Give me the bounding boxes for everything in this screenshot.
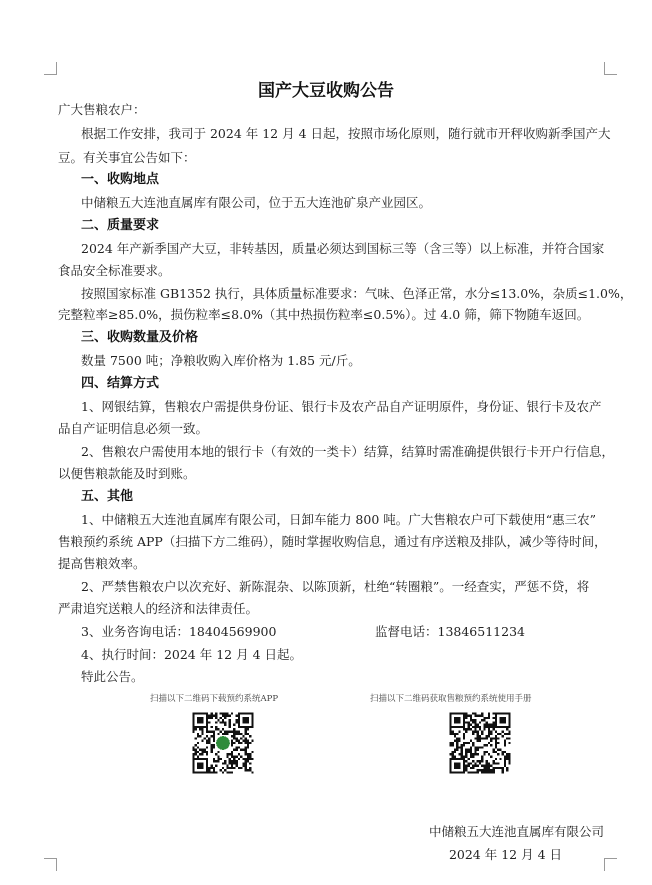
page-corner-mark [44,858,57,871]
body-line: 食品安全标准要求。 [58,263,171,278]
body-line: 1、网银结算，售粮农户需提供身份证、银行卡及农产品自产证明原件，身份证、银行卡及农产 [81,399,602,414]
closing-line: 特此公告。 [81,669,144,684]
body-line: 按照国家标准 GB1352 执行，具体质量标准要求：气味、色泽正常，水分≤13.0%，杂质≤1.0%， [81,286,633,301]
issuer-name: 中储粮五大连池直属库有限公司 [428,824,604,839]
intro-line: 根据工作安排，我司于 2024 年 12 月 4 日起，按照市场化原则，随行就市开秤收购新季国产大 [81,126,611,141]
body-line: 2、售粮农户需使用本地的银行卡（有效的一类卡）结算，结算时需准确提供银行卡开户行信息， [81,444,614,459]
intro-line: 豆。有关事宜公告如下： [58,150,196,165]
qr-code-app-download [190,710,256,776]
section-heading: 三、收购数量及价格 [81,330,199,345]
supervise-phone: 监督电话：13846511234 [375,624,525,639]
effective-date: 4、执行时间：2024 年 12 月 4 日起。 [81,647,302,662]
section-heading: 四、结算方式 [81,376,160,391]
body-line: 以便售粮款能及时到账。 [58,466,196,481]
body-line: 品自产证明信息必须一致。 [58,421,209,436]
body-line: 完整粒率≥85.0%，损伤粒率≤8.0%（其中热损伤粒率≤0.5%）。过 4.0 筛，筛下物随车返回。 [58,307,590,322]
qr-caption-app: 扫描以下二维码下载预约系统APP [150,694,279,704]
document-title: 国产大豆收购公告 [258,81,394,101]
qr-code-user-manual [447,710,513,776]
section-heading: 一、收购地点 [81,172,160,187]
body-line: 数量 7500 吨；净粮收购入库价格为 1.85 元/斤。 [81,353,361,368]
greeting: 广大售粮农户： [58,102,146,117]
qr-caption-manual: 扫描以下二维码获取售粮预约系统使用手册 [370,694,532,704]
page-corner-mark [604,858,617,871]
body-line: 中储粮五大连池直属库有限公司，位于五大连池矿泉产业园区。 [81,195,432,210]
section-heading: 五、其他 [81,489,134,504]
body-line: 1、中储粮五大连池直属库有限公司，日卸车能力 800 吨。广大售粮农户可下载使用“惠三农” [81,512,597,527]
body-line: 2024 年产新季国产大豆，非转基因，质量必须达到国标三等（含三等）以上标准，并符合国家 [81,241,605,256]
body-line: 售粮预约系统 APP（扫描下方二维码），随时掌握收购信息，通过有序送粮及排队，减少等待时间， [58,534,607,549]
page-corner-mark [604,62,617,75]
body-line: 严肃追究送粮人的经济和法律责任。 [58,601,259,616]
issue-date: 2024 年 12 月 4 日 [448,847,562,862]
body-line: 2、严禁售粮农户以次充好、新陈混杂、以陈顶新，杜绝“转圈粮”。一经查实，严惩不贷，将 [81,579,590,594]
section-heading: 二、质量要求 [81,218,160,233]
consult-phone: 3、业务咨询电话：18404569900 [81,624,277,639]
page-corner-mark [44,62,57,75]
body-line: 提高售粮效率。 [58,556,146,571]
